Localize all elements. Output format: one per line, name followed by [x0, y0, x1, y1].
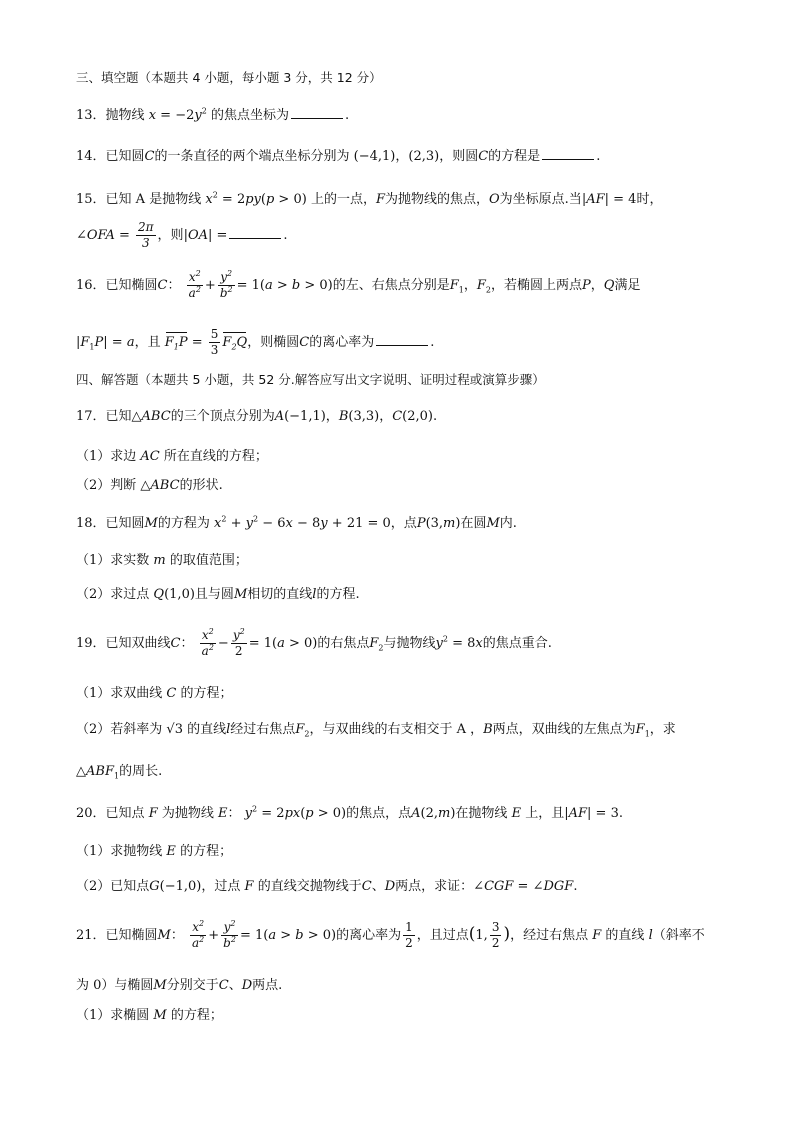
question-19-part1: （1）求双曲线 C 的方程；	[76, 686, 233, 701]
question-17-part2: （2）判断 △ABC的形状.	[76, 478, 223, 493]
question-20: 20．已知点 F 为抛物线 E： $y^2 = 2px(p > 0)$的焦点，点A(2,m)在抛物线 E 上，且|AF| = 3.	[76, 804, 623, 821]
question-16: 16．已知椭圆C： $\frac{x^2}{a^2}$ + $\frac{y^2}{b^2}$ = 1(a > b > 0)的左、右焦点分别是$F_1$，$F_2$，若椭圆上两点P，Q满足	[76, 269, 641, 300]
question-21: 21．已知椭圆M： $\frac{x^2}{a^2}$ + $\frac{y^2}{b^2}$ = 1(a > b > 0)的离心率为 $\frac{1}{2}$ ，且过点(1, $\frac{3}{2}$ )，经过右焦点 F 的直线 l（斜率不	[76, 919, 705, 950]
question-16-line2: $|F_1P| = a$，且 $F_1P$ = $\frac{5}{3}$ $F_2Q$，则椭圆C的离心率为 .	[76, 327, 435, 357]
question-17: 17．已知△ABC的三个顶点分别为A(−1,1)，B(3,3)，C(2,0).	[76, 409, 438, 424]
question-21-part1: （1）求椭圆 M 的方程；	[76, 1008, 223, 1023]
question-19: 19．已知双曲线C： $\frac{x^2}{a^2}$ − $\frac{y^2}{2}$ = 1(a > 0)的右焦点$F_2$与抛物线$y^2 = 8x$的焦点重合.	[76, 627, 552, 658]
answer-blank[interactable]	[376, 333, 428, 346]
section-fill-in-title: 三、填空题（本题共 4 小题，每小题 3 分，共 12 分）	[76, 70, 382, 85]
section-answer-title: 四、解答题（本题共 5 小题，共 52 分.解答应写出文字说明、证明过程或演算步骤）	[76, 372, 545, 387]
question-15: 15．已知 A 是抛物线 $x^2 = 2py(p > 0)$ 上的一点，F为抛物线的焦点，O为坐标原点.当|AF| = 4时，	[76, 190, 663, 207]
answer-blank[interactable]	[291, 106, 343, 119]
question-14: 14．已知圆C的一条直径的两个端点坐标分别为 (−4,1)，(2,3)，则圆C的方程是 .	[76, 149, 601, 164]
question-13: 13．抛物线 $x = -2y^2$ 的焦点坐标为 .	[76, 106, 350, 123]
answer-blank[interactable]	[229, 226, 281, 239]
question-18-part2: （2）求过点 Q(1,0)且与圆M相切的直线l的方程.	[76, 587, 360, 602]
question-21-line2: 为 0）与椭圆M分别交于C、D两点.	[76, 978, 283, 993]
question-20-part1: （1）求抛物线 E 的方程；	[76, 844, 233, 859]
question-19-part2: （2）若斜率为 √3 的直线l经过右焦点$F_2$，与双曲线的右支相交于 A ，B两点，双曲线的左焦点为$F_1$，求	[76, 722, 676, 739]
question-18-part1: （1）求实数 m 的取值范围；	[76, 553, 248, 568]
question-15-line2: ∠OFA = $\frac{2\pi}{3}$ ，则|OA| = .	[76, 220, 288, 250]
question-20-part2: （2）已知点G(−1,0)，过点 F 的直线交抛物线于C、D两点，求证：∠CGF = ∠DGF.	[76, 879, 578, 894]
question-19-part2-line2: $\triangle ABF_1$的周长.	[76, 764, 163, 781]
answer-blank[interactable]	[542, 147, 594, 160]
question-17-part1: （1）求边 AC 所在直线的方程；	[76, 449, 268, 464]
question-18: 18．已知圆M的方程为 $x^2 + y^2 - 6x - 8y + 21 = 0$，点P(3,m)在圆M内.	[76, 514, 517, 531]
